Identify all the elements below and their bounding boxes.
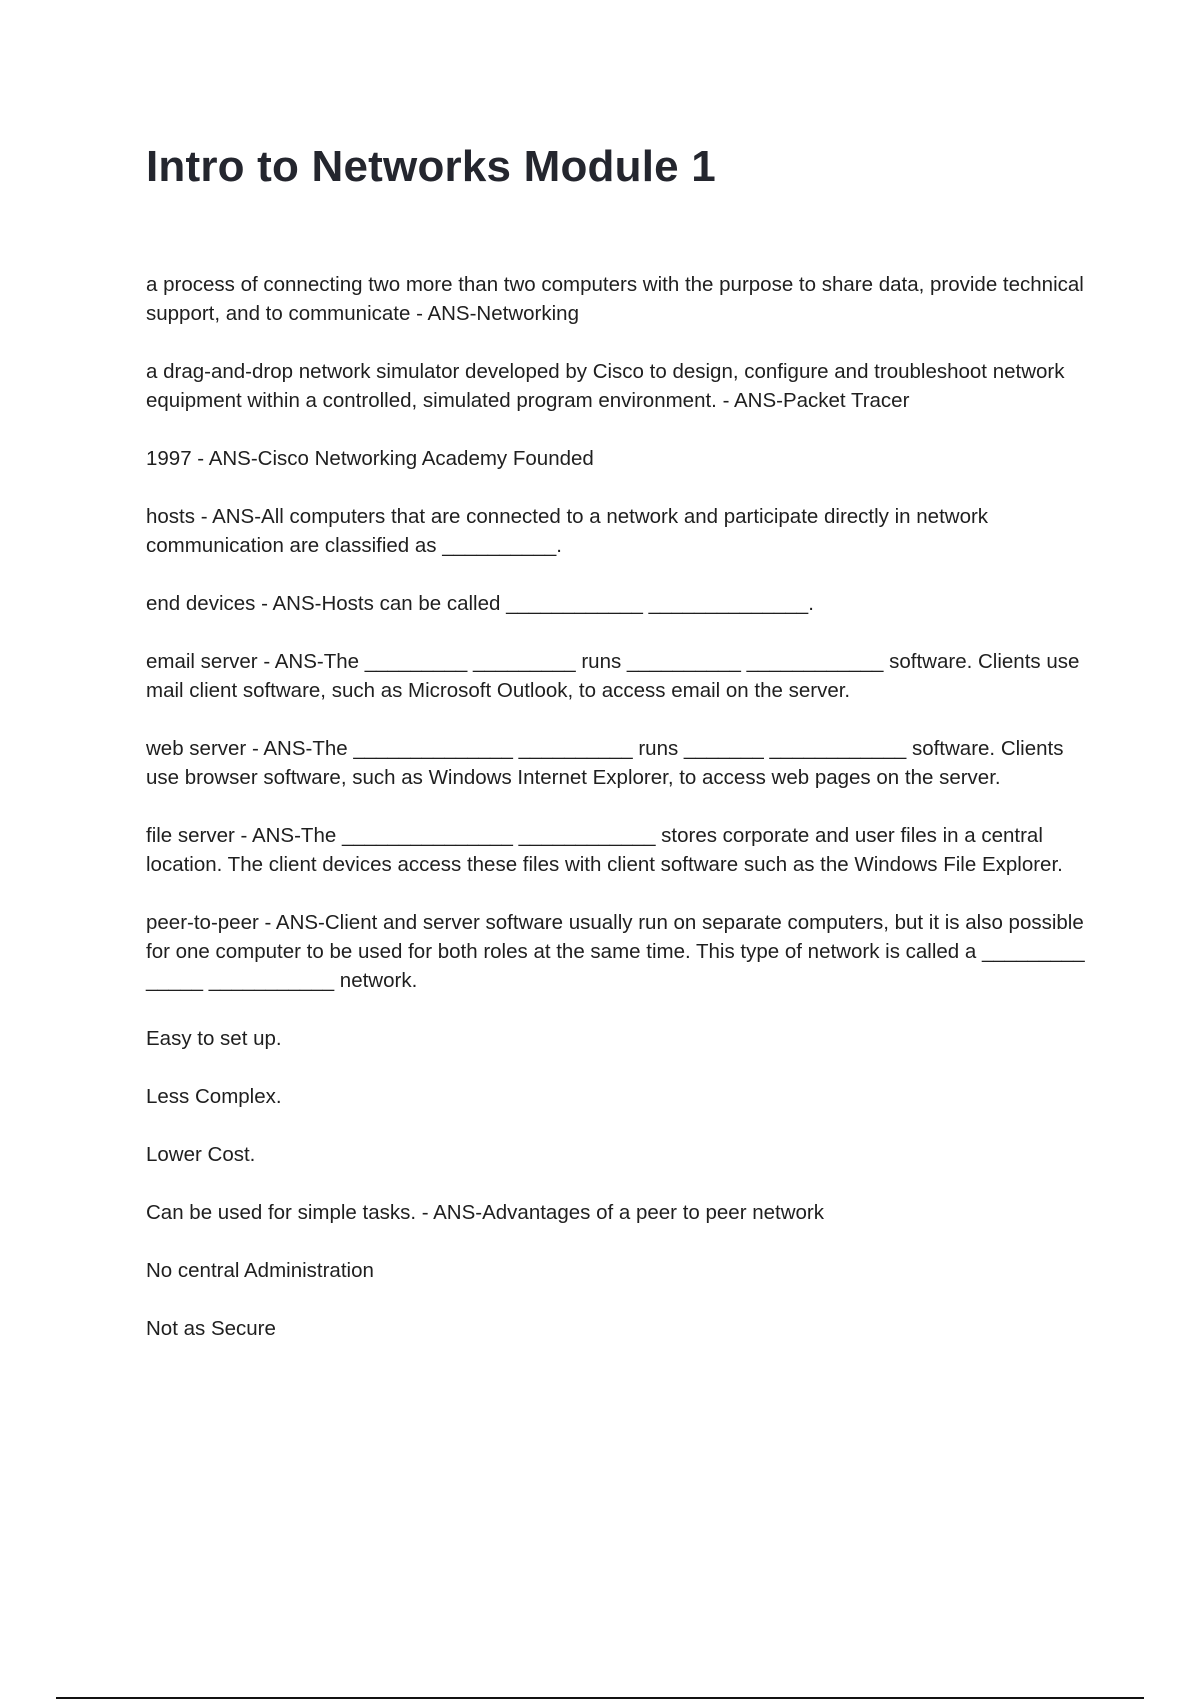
flashcard-entry-end-devices: end devices - ANS-Hosts can be called ____________ ______________.: [146, 592, 814, 615]
flashcard-entry-web-server: web server - ANS-The ______________ __________ runs _______ ____________ software. Clients use browser software, such as Windows Internet Explorer, to access web pages on the server.: [146, 737, 1064, 789]
flashcard-entry-not-secure: Not as Secure: [146, 1317, 276, 1340]
flashcard-entry-hosts: hosts - ANS-All computers that are connected to a network and participate directly in network communication are classified as __________.: [146, 505, 989, 557]
flashcard-entry-p2p-advantages: Can be used for simple tasks. - ANS-Advantages of a peer to peer network: [146, 1201, 824, 1224]
flashcard-entry-lower-cost: Lower Cost.: [146, 1143, 256, 1166]
flashcard-entry-cisco-academy: 1997 - ANS-Cisco Networking Academy Founded: [146, 447, 594, 470]
flashcard-entry-networking: a process of connecting two more than two computers with the purpose to share data, provide technical support, and to communicate - ANS-Networking: [146, 273, 1084, 325]
flashcard-entry-easy-setup: Easy to set up.: [146, 1027, 282, 1050]
flashcard-entry-email-server: email server - ANS-The _________ _________ runs __________ ____________ software. Clients use mail client software, such as Microsoft Outlook, to access email on the server.: [146, 650, 1080, 702]
flashcard-entry-file-server: file server - ANS-The _______________ ____________ stores corporate and user files in a central location. The client devices access these files with client software such as the Windows File Explorer.: [146, 824, 1063, 876]
flashcard-entry-no-central-admin: No central Administration: [146, 1259, 374, 1282]
page-bottom-divider: [56, 1697, 1144, 1699]
document-body: [146, 270, 1086, 1372]
flashcard-entry-peer-to-peer: peer-to-peer - ANS-Client and server software usually run on separate computers, but it is also possible for one computer to be used for both roles at the same time. This type of network is called a _________ _____ ___________ network.: [146, 911, 1085, 992]
page-title: Intro to Networks Module 1: [146, 142, 716, 191]
flashcard-entry-less-complex: Less Complex.: [146, 1085, 282, 1108]
flashcard-entry-packet-tracer: a drag-and-drop network simulator developed by Cisco to design, configure and troubleshoot network equipment within a controlled, simulated program environment. - ANS-Packet Tracer: [146, 360, 1065, 412]
